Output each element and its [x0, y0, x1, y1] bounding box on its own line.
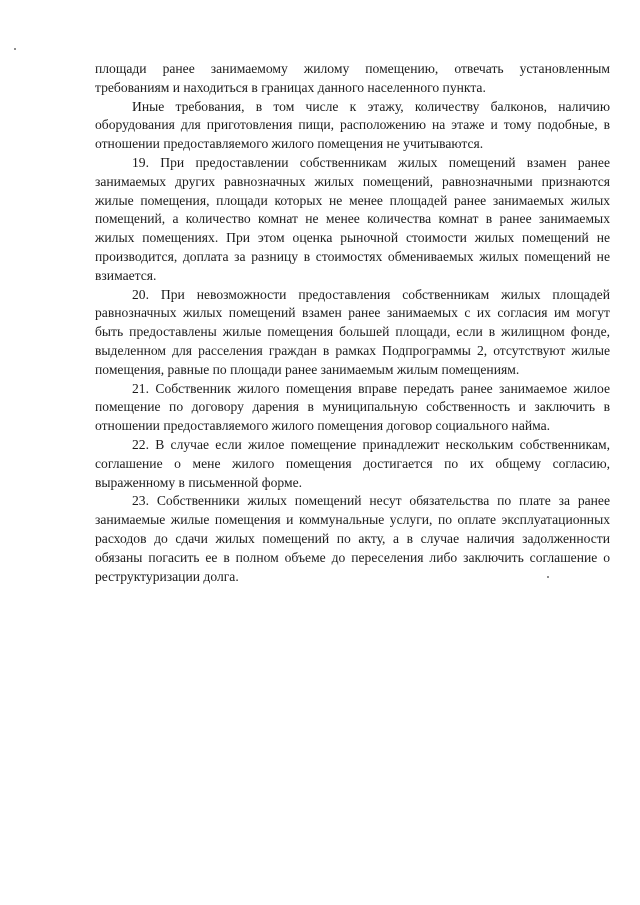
paragraph-clause-22: 22. В случае если жилое помещение принадлежит нескольким собственникам, соглашение о мене жилого помещения достигается по их общему согласию, выраженному в письменной форме.: [95, 436, 610, 490]
paragraph-clause-20: 20. При невозможности предоставления собственникам жилых площадей равнозначных жилых помещений взамен ранее занимаемых с их согласия им могут быть предоставлены жилые помещения большей площади, если в жилищном фонде, выделенном для расселения граждан в рамках Подпрограммы 2, отсутствуют жилые помещения, равные по площади ранее занимаемым жилым помещениям.: [95, 286, 610, 377]
document-body: [95, 60, 610, 586]
paragraph-clause-19: 19. При предоставлении собственникам жилых помещений взамен ранее занимаемых других равнозначных жилых помещений, равнозначными признаются жилые помещения, площади которых не менее площадей ранее занимаемых жилых помещений, а количество комнат не менее количества комнат в ранее занимаемых жилых помещениях. При этом оценка рыночной стоимости жилых помещений не производится, доплата за разницу в стоимостях обмениваемых жилых помещений не взимается.: [95, 154, 610, 283]
scan-speck: [14, 48, 16, 50]
paragraph-clause-23: 23. Собственники жилых помещений несут обязательства по плате за ранее занимаемые жилые помещения и коммунальные услуги, по оплате эксплуатационных расходов до сдачи жилых помещений по акту, а в случае наличия задолженности обязаны погасить ее в полном объеме до переселения либо заключить соглашение о реструктуризации долга.: [95, 493, 610, 584]
scan-speck: [547, 576, 549, 578]
paragraph-other-requirements: Иные требования, в том числе к этажу, количеству балконов, наличию оборудования для приготовления пищи, расположению на этаже и тому подобные, в отношении предоставляемого жилого помещения не учитываются.: [95, 98, 610, 152]
paragraph-clause-21: 21. Собственник жилого помещения вправе передать ранее занимаемое жилое помещение по договору дарения в муниципальную собственность и заключить в отношении предоставляемого жилого помещения договор социального найма.: [95, 380, 610, 434]
paragraph-continuation: площади ранее занимаемому жилому помещению, отвечать установленным требованиям и находиться в границах данного населенного пункта.: [95, 61, 610, 95]
